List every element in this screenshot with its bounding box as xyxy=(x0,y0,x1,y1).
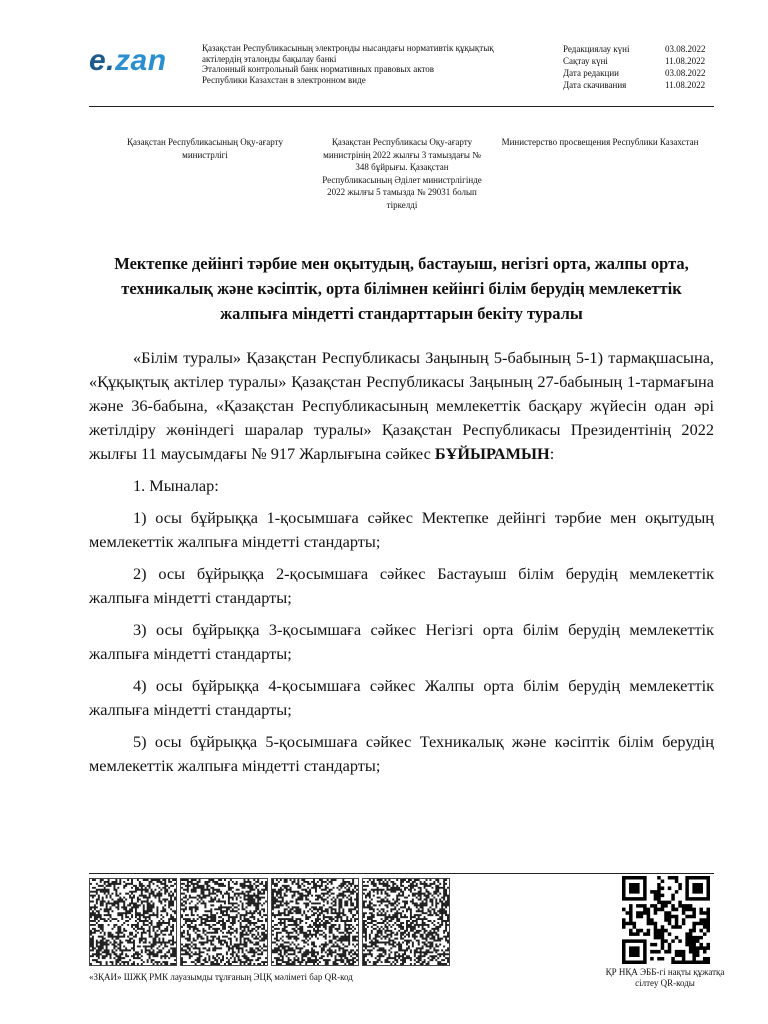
list-item: 1) осы бұйрыққа 1-қосымшаға сәйкес Мектепке дейінгі тәрбие мен оқытудың мемлекеттік жалпыға міндетті стандарты; xyxy=(89,508,714,551)
signature-qr-code xyxy=(362,878,450,966)
order-word: БҰЙЫРАМЫН xyxy=(434,444,550,463)
header-meta xyxy=(563,43,713,91)
header-desc-line: Эталонный контрольный банк нормативных правовых актов xyxy=(202,64,435,74)
list-item: 4) осы бұйрыққа 4-қосымшаға сәйкес Жалпы орта білім берудің мемлекеттік жалпыға міндетті стандарты; xyxy=(89,676,714,719)
document-link-qr-caption: ҚР НҚА ЭББ-гі нақты құжатқа сілтеу QR-коды xyxy=(605,967,725,988)
meta-label: Дата скачивания xyxy=(563,80,627,90)
meta-row-edit-date-ru xyxy=(563,67,713,79)
document-title: Мектепке дейінгі тәрбие мен оқытудың, бастауыш, негізгі орта, жалпы орта, техникалық және кәсіптік, орта білімнен кейінгі білім берудің мемлекеттік жалпыға міндетті стандарттарын бекіту туралы xyxy=(114,254,689,323)
signature-qr-code xyxy=(271,878,359,966)
header-description xyxy=(202,43,542,85)
signature-qr-codes xyxy=(89,878,450,966)
preamble-paragraph xyxy=(89,346,714,466)
point-1: 1. Мыналар: xyxy=(133,476,219,495)
signature-qr-code xyxy=(180,878,268,966)
header-desc-line: Қазақстан Республикасының электронды нысандағы нормативтік құқықтық xyxy=(202,43,494,53)
meta-value: 11.08.2022 xyxy=(665,80,706,90)
header-divider xyxy=(89,106,714,107)
document-link-qr-code[interactable] xyxy=(622,876,710,964)
meta-label: Дата редакции xyxy=(563,68,619,78)
meta-row-download-date-ru xyxy=(563,79,713,91)
footer-divider xyxy=(89,873,714,874)
header-desc-line: актілердің эталонды бақылау банкі xyxy=(202,53,337,64)
meta-value: 11.08.2022 xyxy=(665,56,706,66)
list-item: 2) осы бұйрыққа 2-қосымшаға сәйкес Бастауыш білім берудің мемлекеттік жалпыға міндетті стандарты; xyxy=(89,564,714,607)
logo-part-zan: zan xyxy=(115,44,167,77)
meta-label: Редакциялау күні xyxy=(563,44,630,54)
signature-qr-caption: «ЗҚАИ» ШЖҚ РМК лауазымды тұлғаның ЭЦҚ мәліметі бар QR-код xyxy=(89,972,353,982)
authority-registration: Қазақстан Республикасы Оқу-ағарту министрінің 2022 жылғы 3 тамыздағы № 348 бұйрығы. Қазақстан Республикасының Әділет министрлігінде 2022 жылғы 5 тамызда № 29031 болып тіркелді xyxy=(322,137,482,210)
meta-row-edit-date-kz xyxy=(563,43,713,55)
authority-kz: Қазақстан Республикасының Оқу-ағарту министрлігі xyxy=(127,137,283,160)
authority-ru: Министерство просвещения Республики Казахстан xyxy=(501,137,699,147)
meta-label: Сақтау күні xyxy=(563,56,608,66)
list-item: 5) осы бұйрыққа 5-қосымшаға сәйкес Техникалық және кәсіптік білім берудің мемлекеттік жалпыға міндетті стандарты; xyxy=(89,732,714,775)
meta-row-save-date-kz xyxy=(563,55,713,67)
signature-qr-code xyxy=(89,878,177,966)
meta-value: 03.08.2022 xyxy=(665,44,706,54)
ezan-logo[interactable] xyxy=(89,44,167,78)
order-suffix: : xyxy=(549,444,555,463)
logo-part-e: e. xyxy=(89,44,116,77)
document-body xyxy=(89,346,714,786)
list-item: 3) осы бұйрыққа 3-қосымшаға сәйкес Негізгі орта білім берудің мемлекеттік жалпыға міндетті стандарты; xyxy=(89,620,714,663)
meta-value: 03.08.2022 xyxy=(665,68,706,78)
header-desc-line: Республики Казахстан в электронном виде xyxy=(202,74,366,85)
preamble-text: «Білім туралы» Қазақстан Республикасы Заңының 5-бабының 5-1) тармақшасына, «Құқықтық актілер туралы» Қазақстан Республикасы Заңының 27-бабының 1-тармағына және 36-бабына, «Қазақстан Республикасының мемлекеттік басқару жүйесін одан әрі жетілдіру жөніндегі шаралар туралы» Қазақстан Республикасы Президентінің 2022 жылғы 11 маусымдағы № 917 Жарлығына сәйкес xyxy=(89,348,714,463)
